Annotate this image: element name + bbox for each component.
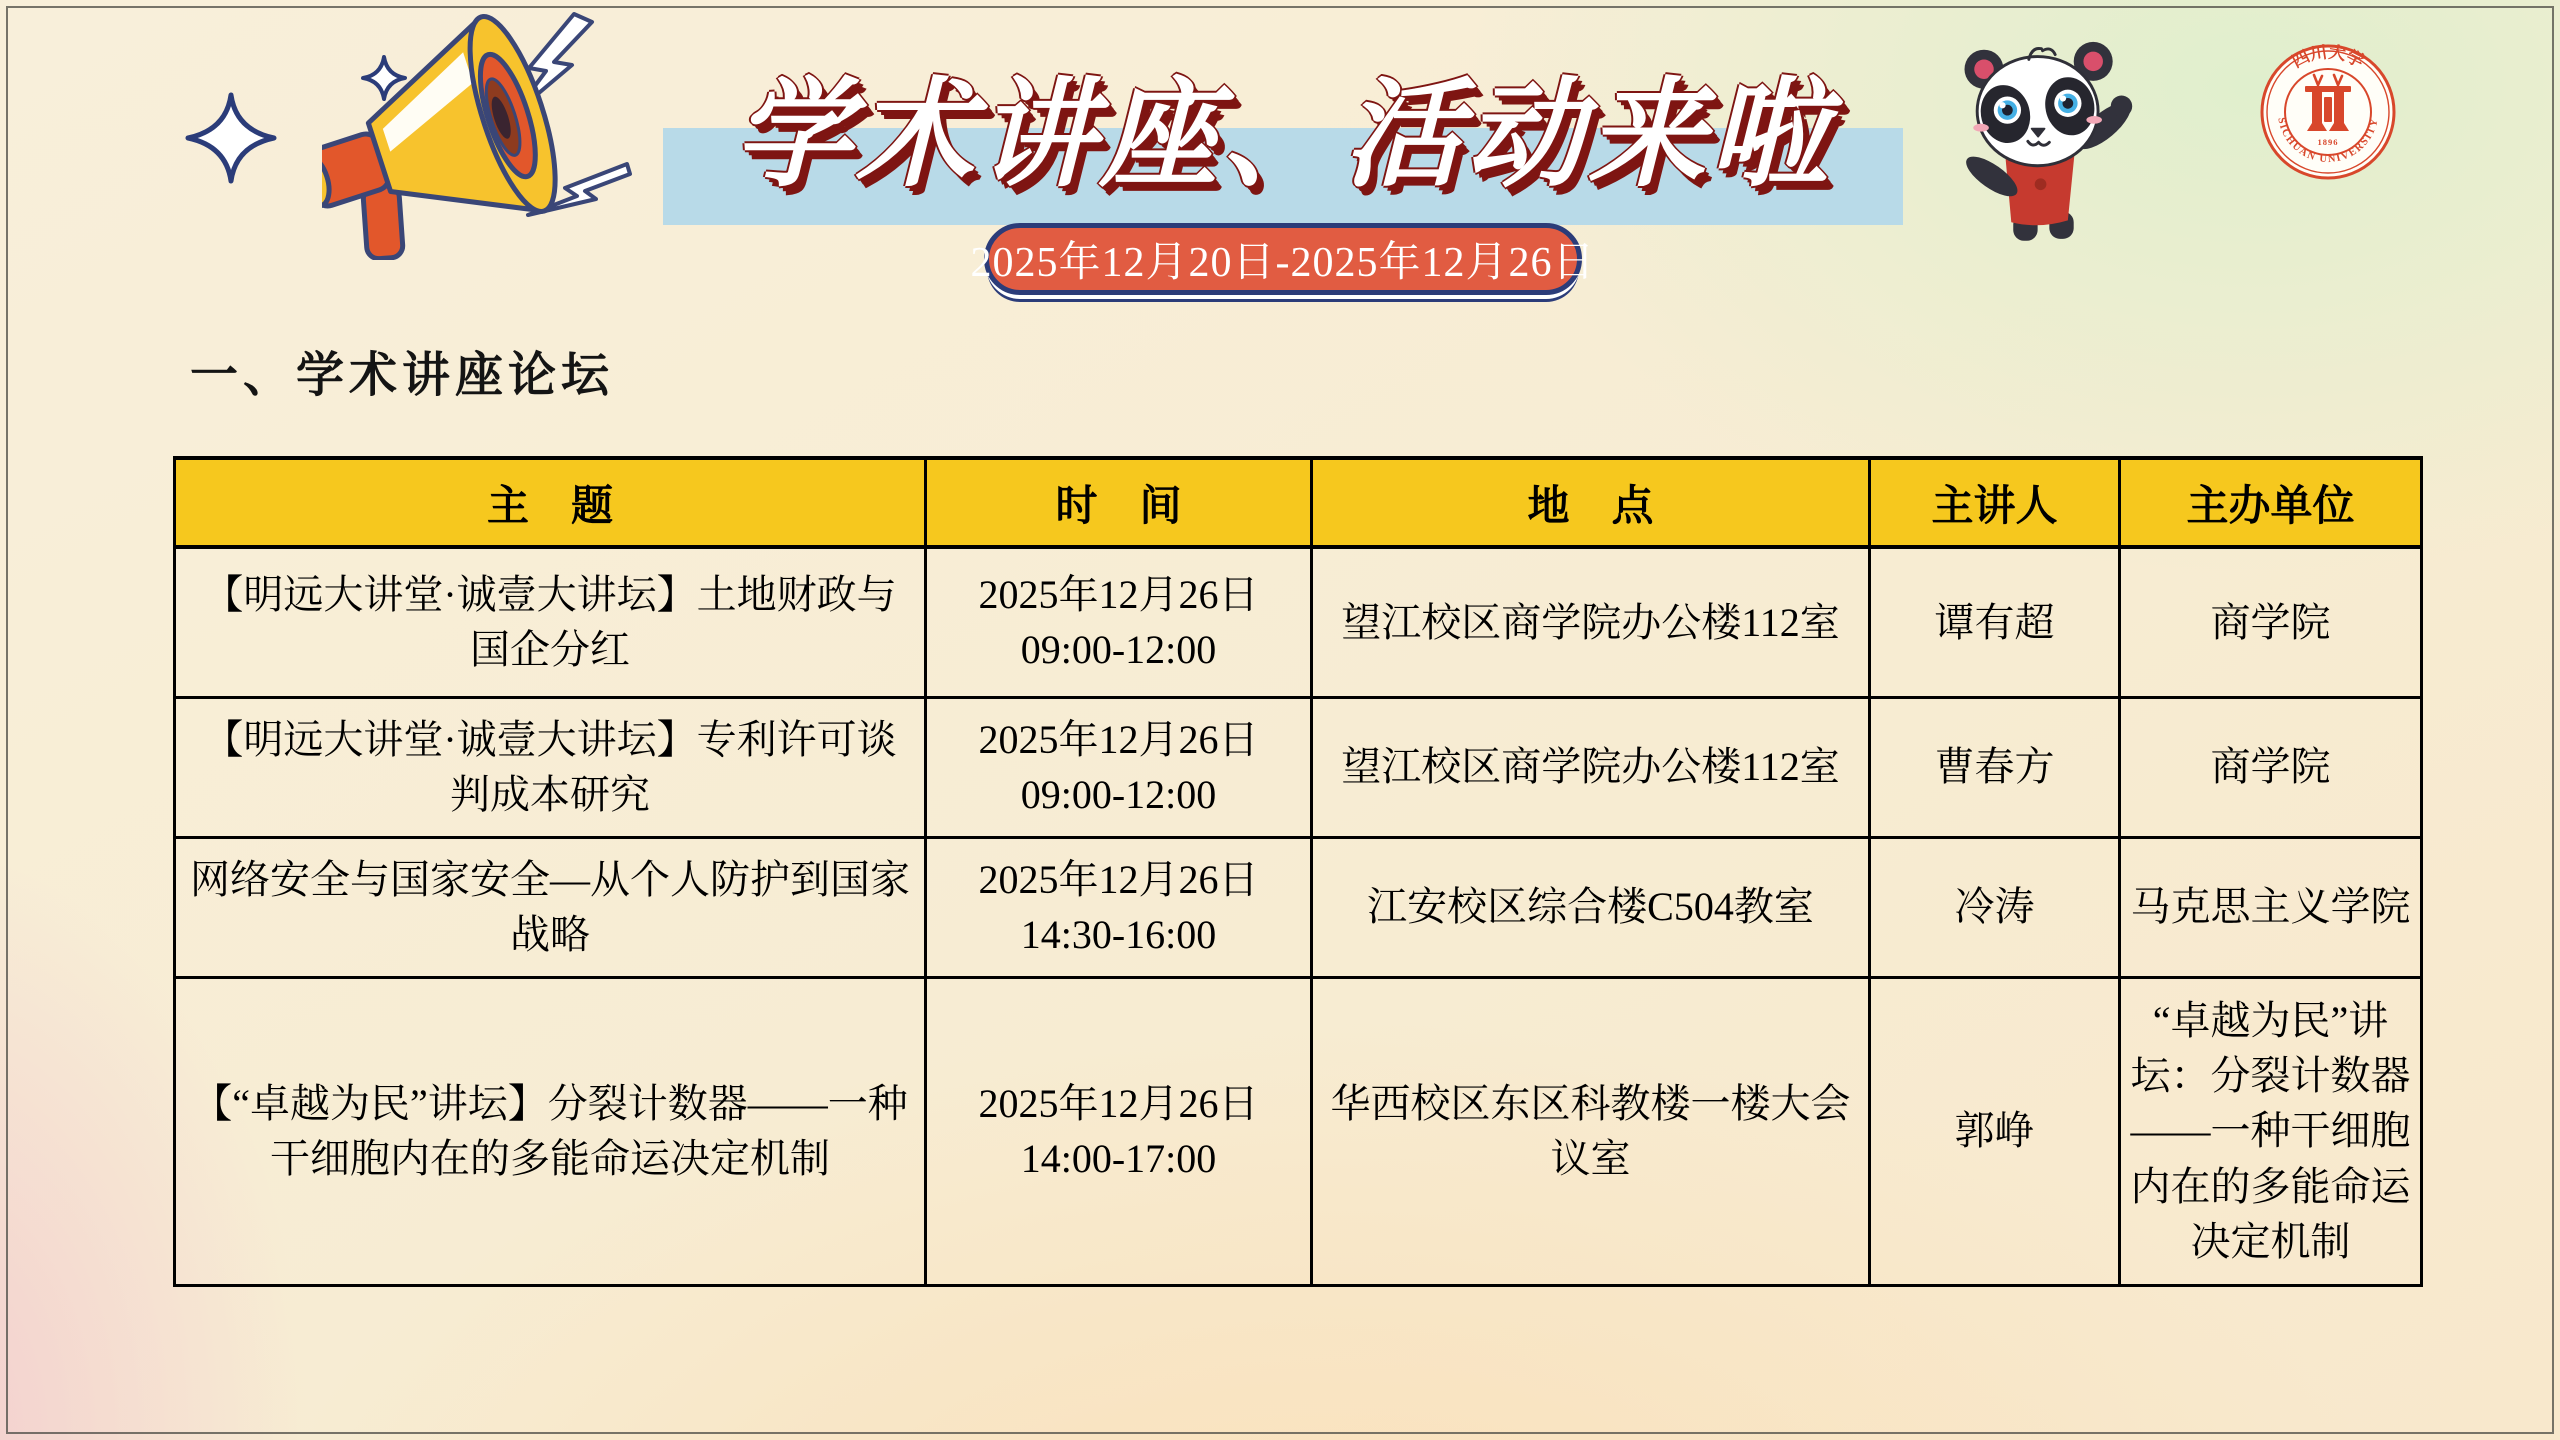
location-cell: 望江校区商学院办公楼112室 [1312,547,1870,697]
table-row [175,977,2422,1285]
speaker-cell: 郭峥 [1870,977,2120,1285]
organizer-cell: 商学院 [2120,547,2422,697]
sparkle-icon [185,92,277,184]
location-cell: 望江校区商学院办公楼112室 [1312,697,1870,837]
organizer-cell: “卓越为民”讲坛：分裂计数器——一种干细胞内在的多能命运决定机制 [2120,977,2422,1285]
page-title: 学术讲座、活动来啦 [733,70,1832,201]
time-cell [926,977,1312,1285]
header-cell-speaker: 主讲人 [1870,458,2120,547]
time-cell [926,697,1312,837]
seal-top-text: 四川大学 [2289,42,2367,72]
time-text: 14:30-16:00 [1020,912,1217,957]
topic-cell: 【明远大讲堂·诚壹大讲坛】土地财政与国企分红 [175,547,926,697]
header-cell-time: 时 间 [926,458,1312,547]
speaker-cell: 曹春方 [1870,697,2120,837]
time-text: 14:00-17:00 [1020,1136,1217,1181]
time-text: 09:00-12:00 [1020,772,1217,817]
time-text: 09:00-12:00 [1020,627,1217,673]
header-cell-location: 地 点 [1312,458,1870,547]
panda-mascot-icon [1945,28,2140,243]
date-range-text: 2025年12月20日-2025年12月26日 [970,240,1596,286]
topic-cell: 网络安全与国家安全—从个人防护到国家战略 [175,837,926,977]
date-range-badge [970,223,1596,295]
megaphone-icon [322,2,662,260]
date-text: 2025年12月26日 [978,716,1259,762]
table-row [175,547,2422,697]
university-seal-icon [2258,42,2398,182]
table-header-row [175,458,2422,547]
location-cell: 江安校区综合楼C504教室 [1312,837,1870,977]
date-text: 2025年12月26日 [978,572,1259,618]
date-text: 2025年12月26日 [978,856,1259,902]
topic-cell: 【“卓越为民”讲坛】分裂计数器——一种干细胞内在的多能命运决定机制 [175,977,926,1285]
seal-year: 1896 [2317,137,2339,147]
lectures-table [173,456,2423,1287]
speaker-cell: 谭有超 [1870,547,2120,697]
seal-name-text: SICHUAN UNIVERSITY [2275,116,2381,166]
organizer-cell: 马克思主义学院 [2120,837,2422,977]
date-text: 2025年12月26日 [978,1080,1259,1126]
location-cell: 华西校区东区科教楼一楼大会议室 [1312,977,1870,1285]
section-title: 一、学术讲座论坛 [190,349,615,402]
time-cell [926,837,1312,977]
table-row [175,837,2422,977]
speaker-cell: 冷涛 [1870,837,2120,977]
organizer-cell: 商学院 [2120,697,2422,837]
time-cell [926,547,1312,697]
table-row [175,697,2422,837]
topic-cell: 【明远大讲堂·诚壹大讲坛】专利许可谈判成本研究 [175,697,926,837]
header-cell-organizer: 主办单位 [2120,458,2422,547]
header-cell-topic: 主 题 [175,458,926,547]
